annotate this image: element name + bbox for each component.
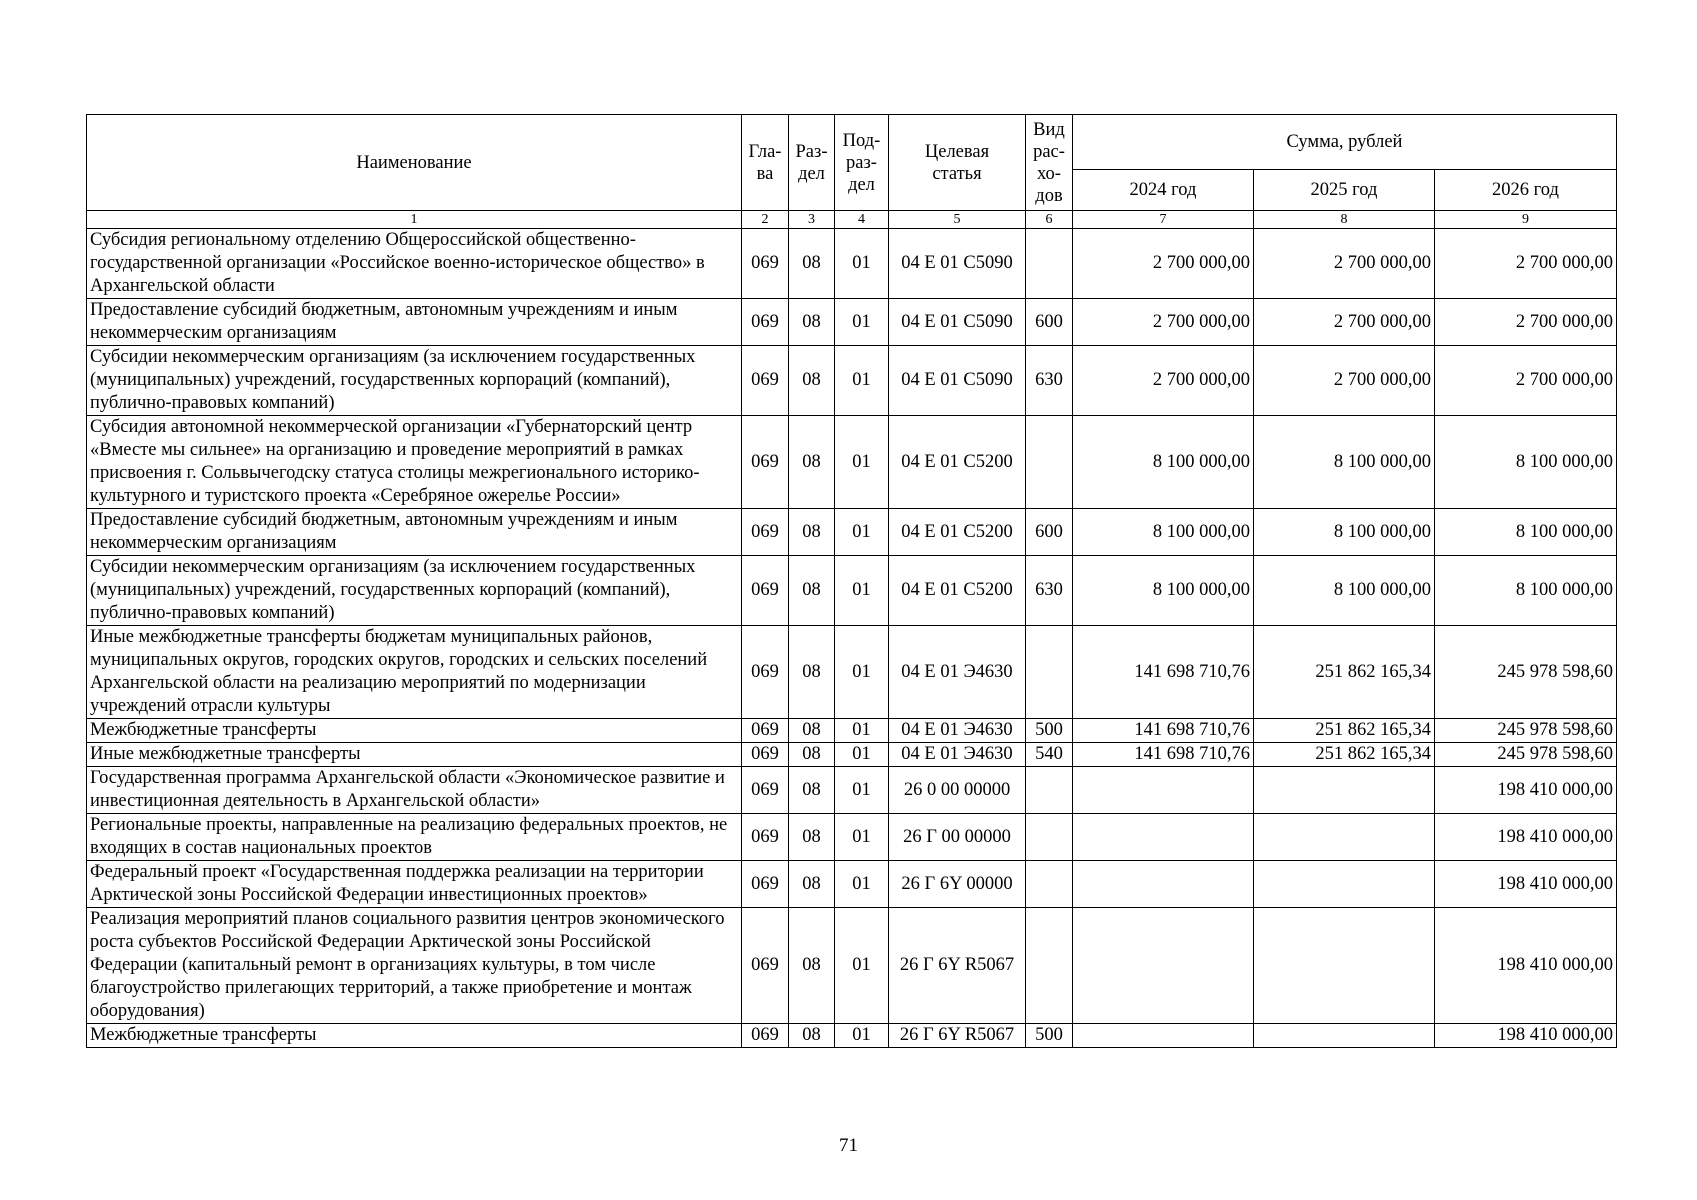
row-amount-2025-cell: 2 700 000,00 xyxy=(1254,229,1435,299)
page-number: 71 xyxy=(839,1135,858,1156)
row-amount-2024-cell: 2 700 000,00 xyxy=(1073,299,1254,346)
row-amount-2026-cell: 198 410 000,00 xyxy=(1435,1024,1617,1048)
row-podrazdel-cell: 01 xyxy=(835,1024,889,1048)
row-glava-cell: 069 xyxy=(742,861,789,908)
row-podrazdel-cell: 01 xyxy=(835,908,889,1024)
row-name-cell: Иные межбюджетные трансферты xyxy=(87,743,742,767)
row-amount-2026-cell: 8 100 000,00 xyxy=(1435,556,1617,626)
row-target-cell: 26 Г 6Y R5067 xyxy=(889,1024,1026,1048)
row-amount-2025-cell xyxy=(1254,814,1435,861)
row-name-cell: Межбюджетные трансферты xyxy=(87,719,742,743)
row-name-cell: Субсидии некоммерческим организациям (за исключением государственных (муниципальных) учреждений, государственных корпораций (компаний), публично-правовых компаний) xyxy=(87,556,742,626)
row-razdel-cell: 08 xyxy=(789,719,835,743)
row-amount-2025-cell: 251 862 165,34 xyxy=(1254,743,1435,767)
row-amount-2026-cell: 2 700 000,00 xyxy=(1435,299,1617,346)
row-name-cell: Субсидии некоммерческим организациям (за исключением государственных (муниципальных) учреждений, государственных корпораций (компаний), публично-правовых компаний) xyxy=(87,346,742,416)
row-amount-2026-cell: 198 410 000,00 xyxy=(1435,861,1617,908)
row-target-cell: 04 Е 01 Э4630 xyxy=(889,626,1026,719)
row-amount-2024-cell xyxy=(1073,767,1254,814)
row-vid-cell xyxy=(1026,814,1073,861)
row-podrazdel-cell: 01 xyxy=(835,346,889,416)
row-amount-2024-cell: 2 700 000,00 xyxy=(1073,346,1254,416)
table-row xyxy=(87,626,1617,719)
row-vid-cell xyxy=(1026,861,1073,908)
row-razdel-cell: 08 xyxy=(789,299,835,346)
row-razdel-cell: 08 xyxy=(789,908,835,1024)
row-vid-cell xyxy=(1026,908,1073,1024)
row-amount-2025-cell xyxy=(1254,861,1435,908)
row-amount-2024-cell: 141 698 710,76 xyxy=(1073,743,1254,767)
row-vid-cell: 500 xyxy=(1026,719,1073,743)
row-amount-2025-cell: 251 862 165,34 xyxy=(1254,719,1435,743)
column-number: 9 xyxy=(1435,211,1617,229)
row-razdel-cell: 08 xyxy=(789,416,835,509)
row-target-cell: 04 Е 01 С5090 xyxy=(889,299,1026,346)
row-amount-2024-cell xyxy=(1073,861,1254,908)
header-sum: Сумма, рублей xyxy=(1073,115,1617,170)
column-number: 7 xyxy=(1073,211,1254,229)
row-razdel-cell: 08 xyxy=(789,626,835,719)
table-row xyxy=(87,346,1617,416)
row-name-cell: Субсидия региональному отделению Общероссийской общественно-государственной организации «Российское военно-историческое общество» в Архангельской области xyxy=(87,229,742,299)
table-row xyxy=(87,719,1617,743)
column-number: 8 xyxy=(1254,211,1435,229)
row-glava-cell: 069 xyxy=(742,229,789,299)
table-row xyxy=(87,861,1617,908)
table-row xyxy=(87,416,1617,509)
row-amount-2026-cell: 198 410 000,00 xyxy=(1435,908,1617,1024)
row-amount-2026-cell: 2 700 000,00 xyxy=(1435,346,1617,416)
header-name: Наименование xyxy=(87,115,742,211)
row-amount-2024-cell: 8 100 000,00 xyxy=(1073,556,1254,626)
row-glava-cell: 069 xyxy=(742,743,789,767)
row-podrazdel-cell: 01 xyxy=(835,299,889,346)
header-razdel: Раз- дел xyxy=(789,115,835,211)
row-amount-2024-cell: 141 698 710,76 xyxy=(1073,626,1254,719)
row-amount-2024-cell: 8 100 000,00 xyxy=(1073,509,1254,556)
row-target-cell: 04 Е 01 С5200 xyxy=(889,509,1026,556)
row-target-cell: 04 Е 01 С5200 xyxy=(889,556,1026,626)
row-razdel-cell: 08 xyxy=(789,1024,835,1048)
row-target-cell: 26 Г 00 00000 xyxy=(889,814,1026,861)
row-amount-2025-cell xyxy=(1254,908,1435,1024)
row-glava-cell: 069 xyxy=(742,509,789,556)
row-razdel-cell: 08 xyxy=(789,743,835,767)
row-podrazdel-cell: 01 xyxy=(835,743,889,767)
row-amount-2026-cell: 8 100 000,00 xyxy=(1435,509,1617,556)
row-razdel-cell: 08 xyxy=(789,229,835,299)
row-amount-2025-cell: 2 700 000,00 xyxy=(1254,346,1435,416)
row-amount-2026-cell: 198 410 000,00 xyxy=(1435,767,1617,814)
column-number: 4 xyxy=(835,211,889,229)
table-row xyxy=(87,743,1617,767)
row-vid-cell: 600 xyxy=(1026,509,1073,556)
row-amount-2026-cell: 8 100 000,00 xyxy=(1435,416,1617,509)
row-name-cell: Межбюджетные трансферты xyxy=(87,1024,742,1048)
budget-table xyxy=(86,114,1617,1048)
row-amount-2025-cell xyxy=(1254,1024,1435,1048)
row-amount-2024-cell xyxy=(1073,814,1254,861)
row-target-cell: 04 Е 01 С5090 xyxy=(889,229,1026,299)
row-glava-cell: 069 xyxy=(742,1024,789,1048)
header-podrazdel: Под- раз- дел xyxy=(835,115,889,211)
row-amount-2026-cell: 2 700 000,00 xyxy=(1435,229,1617,299)
row-name-cell: Предоставление субсидий бюджетным, автономным учреждениям и иным некоммерческим организациям xyxy=(87,299,742,346)
row-amount-2025-cell: 251 862 165,34 xyxy=(1254,626,1435,719)
row-name-cell: Субсидия автономной некоммерческой организации «Губернаторский центр «Вместе мы сильнее» на организацию и проведение мероприятий в рамках присвоения г. Сольвычегодску статуса столицы межрегионального историко-культурного и туристского проекта «Серебряное ожерелье России» xyxy=(87,416,742,509)
column-number: 1 xyxy=(87,211,742,229)
row-vid-cell xyxy=(1026,767,1073,814)
row-target-cell: 26 Г 6Y R5067 xyxy=(889,908,1026,1024)
row-razdel-cell: 08 xyxy=(789,767,835,814)
row-name-cell: Федеральный проект «Государственная поддержка реализации на территории Арктической зоны Российской Федерации инвестиционных проектов» xyxy=(87,861,742,908)
row-target-cell: 26 Г 6Y 00000 xyxy=(889,861,1026,908)
row-target-cell: 04 Е 01 Э4630 xyxy=(889,743,1026,767)
row-vid-cell: 600 xyxy=(1026,299,1073,346)
row-glava-cell: 069 xyxy=(742,346,789,416)
row-glava-cell: 069 xyxy=(742,626,789,719)
header-target: Целевая статья xyxy=(889,115,1026,211)
row-glava-cell: 069 xyxy=(742,556,789,626)
row-amount-2026-cell: 245 978 598,60 xyxy=(1435,719,1617,743)
row-razdel-cell: 08 xyxy=(789,556,835,626)
row-amount-2026-cell: 245 978 598,60 xyxy=(1435,626,1617,719)
row-vid-cell: 500 xyxy=(1026,1024,1073,1048)
row-vid-cell: 540 xyxy=(1026,743,1073,767)
row-podrazdel-cell: 01 xyxy=(835,814,889,861)
header-glava: Гла- ва xyxy=(742,115,789,211)
row-glava-cell: 069 xyxy=(742,299,789,346)
row-vid-cell: 630 xyxy=(1026,346,1073,416)
row-amount-2024-cell: 2 700 000,00 xyxy=(1073,229,1254,299)
row-podrazdel-cell: 01 xyxy=(835,229,889,299)
table-row xyxy=(87,814,1617,861)
table-row xyxy=(87,556,1617,626)
row-razdel-cell: 08 xyxy=(789,861,835,908)
row-glava-cell: 069 xyxy=(742,767,789,814)
row-amount-2024-cell: 141 698 710,76 xyxy=(1073,719,1254,743)
row-vid-cell xyxy=(1026,626,1073,719)
row-vid-cell xyxy=(1026,416,1073,509)
header-year-2026: 2026 год xyxy=(1435,170,1617,211)
table-row xyxy=(87,908,1617,1024)
row-vid-cell xyxy=(1026,229,1073,299)
column-number: 2 xyxy=(742,211,789,229)
row-name-cell: Региональные проекты, направленные на реализацию федеральных проектов, не входящих в состав национальных проектов xyxy=(87,814,742,861)
row-razdel-cell: 08 xyxy=(789,814,835,861)
row-glava-cell: 069 xyxy=(742,908,789,1024)
header-year-2024: 2024 год xyxy=(1073,170,1254,211)
row-name-cell: Государственная программа Архангельской области «Экономическое развитие и инвестиционная деятельность в Архангельской области» xyxy=(87,767,742,814)
row-podrazdel-cell: 01 xyxy=(835,556,889,626)
table-row xyxy=(87,299,1617,346)
column-number: 5 xyxy=(889,211,1026,229)
table-row xyxy=(87,1024,1617,1048)
row-target-cell: 04 Е 01 Э4630 xyxy=(889,719,1026,743)
table-row xyxy=(87,509,1617,556)
row-name-cell: Иные межбюджетные трансферты бюджетам муниципальных районов, муниципальных округов, городских округов, городских и сельских поселений Архангельской области на реализацию мероприятий по модернизации учреждений отрасли культуры xyxy=(87,626,742,719)
row-podrazdel-cell: 01 xyxy=(835,719,889,743)
row-podrazdel-cell: 01 xyxy=(835,416,889,509)
row-amount-2026-cell: 245 978 598,60 xyxy=(1435,743,1617,767)
column-number: 3 xyxy=(789,211,835,229)
row-name-cell: Предоставление субсидий бюджетным, автономным учреждениям и иным некоммерческим организациям xyxy=(87,509,742,556)
header-vid: Вид рас- хо- дов xyxy=(1026,115,1073,211)
row-glava-cell: 069 xyxy=(742,416,789,509)
row-amount-2025-cell: 8 100 000,00 xyxy=(1254,556,1435,626)
row-amount-2025-cell xyxy=(1254,767,1435,814)
row-amount-2024-cell xyxy=(1073,1024,1254,1048)
row-target-cell: 04 Е 01 С5200 xyxy=(889,416,1026,509)
row-target-cell: 26 0 00 00000 xyxy=(889,767,1026,814)
row-amount-2024-cell xyxy=(1073,908,1254,1024)
table-row xyxy=(87,229,1617,299)
row-glava-cell: 069 xyxy=(742,719,789,743)
row-vid-cell: 630 xyxy=(1026,556,1073,626)
row-podrazdel-cell: 01 xyxy=(835,626,889,719)
table-row xyxy=(87,767,1617,814)
row-name-cell: Реализация мероприятий планов социального развития центров экономического роста субъектов Российской Федерации Арктической зоны Российской Федерации (капитальный ремонт в организациях культуры, в том числе благоустройство прилегающих территорий, а также приобретение и монтаж оборудования) xyxy=(87,908,742,1024)
row-razdel-cell: 08 xyxy=(789,346,835,416)
row-amount-2026-cell: 198 410 000,00 xyxy=(1435,814,1617,861)
column-number-row xyxy=(87,211,1617,229)
row-podrazdel-cell: 01 xyxy=(835,509,889,556)
row-podrazdel-cell: 01 xyxy=(835,767,889,814)
row-razdel-cell: 08 xyxy=(789,509,835,556)
row-glava-cell: 069 xyxy=(742,814,789,861)
row-amount-2025-cell: 8 100 000,00 xyxy=(1254,509,1435,556)
row-target-cell: 04 Е 01 С5090 xyxy=(889,346,1026,416)
row-amount-2025-cell: 8 100 000,00 xyxy=(1254,416,1435,509)
row-podrazdel-cell: 01 xyxy=(835,861,889,908)
header-year-2025: 2025 год xyxy=(1254,170,1435,211)
table-header xyxy=(87,115,1617,229)
column-number: 6 xyxy=(1026,211,1073,229)
row-amount-2024-cell: 8 100 000,00 xyxy=(1073,416,1254,509)
table-body xyxy=(87,229,1617,1048)
row-amount-2025-cell: 2 700 000,00 xyxy=(1254,299,1435,346)
